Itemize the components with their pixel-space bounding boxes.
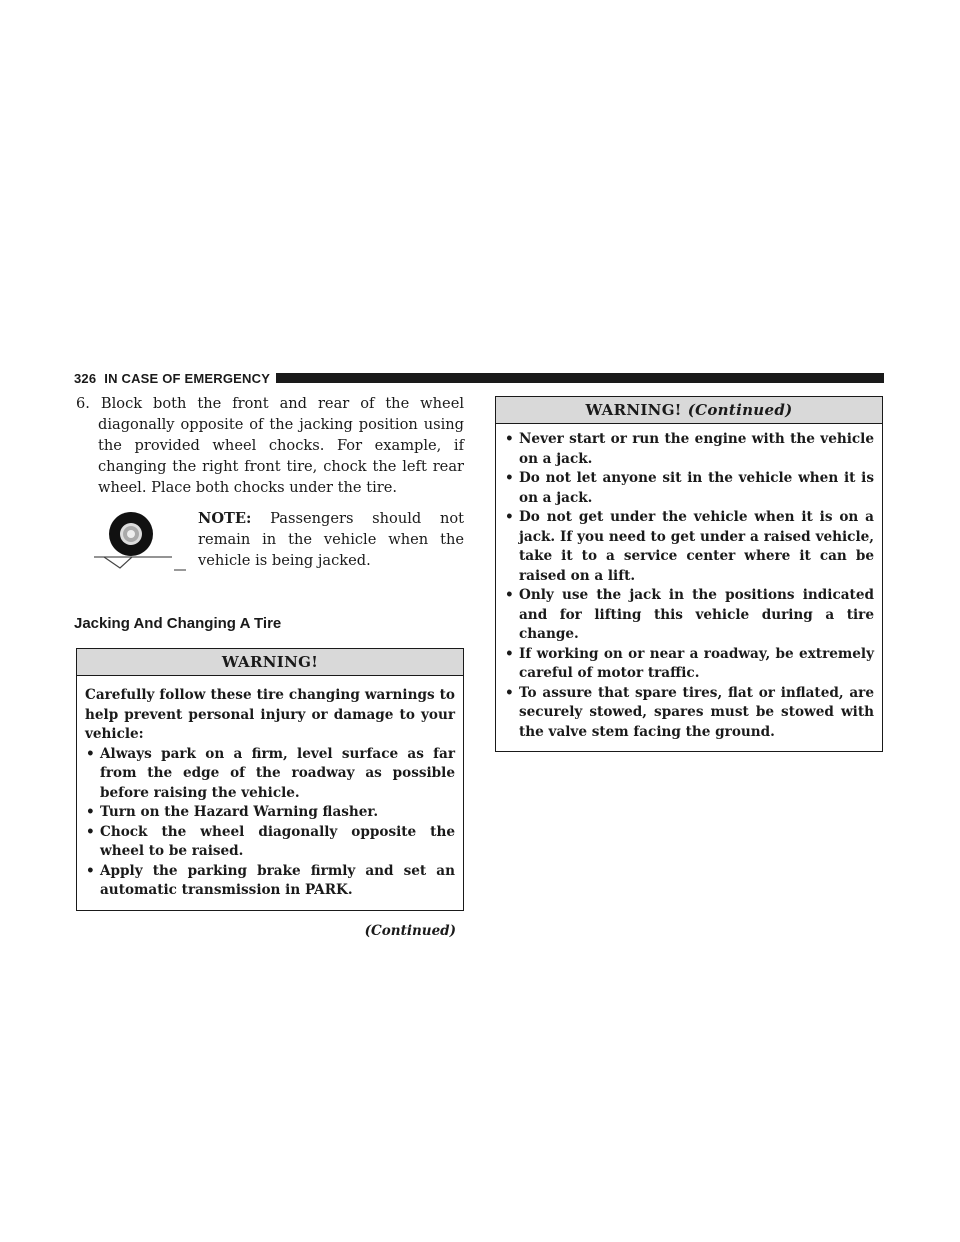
- bullet-icon: •: [86, 804, 95, 820]
- bullet-icon: •: [86, 745, 95, 762]
- continued-label: (Continued): [364, 922, 456, 939]
- list-item: • Apply the parking brake firmly and set an automatic transmission in PARK.: [86, 862, 455, 898]
- bullet-icon: •: [86, 823, 95, 840]
- warning-title-suffix: (Continued): [687, 401, 793, 419]
- step-text: Block both the front and rear of the wheel diagonally opposite of the jacking position using the provided wheel chocks. For example, if changing the right front tire, chock the left rear wheel. Place both chocks under the tire.: [98, 395, 464, 496]
- bullet-icon: •: [86, 862, 95, 879]
- step-number: 6.: [76, 395, 90, 412]
- list-item: • Do not let anyone sit in the vehicle when it is on a jack.: [505, 470, 874, 506]
- page-header: [74, 370, 884, 386]
- right-column: [495, 396, 883, 752]
- bullet-icon: •: [505, 587, 514, 603]
- header-text: [74, 371, 270, 386]
- list-item: • Chock the wheel diagonally opposite the wheel to be raised.: [86, 823, 455, 859]
- list-item: • Do not get under the vehicle when it is on a jack. If you need to get under a raised vehicle, take it to a service center where it can be raised on a lift.: [505, 509, 874, 584]
- warning-body: [77, 676, 463, 910]
- list-item: • Always park on a firm, level surface as far from the edge of the roadway as possible before raising the vehicle.: [86, 745, 455, 801]
- header-rule: [276, 373, 884, 383]
- note-text: [198, 508, 464, 571]
- warning-box-continued: [495, 396, 883, 752]
- warning-title: WARNING!: [77, 649, 463, 676]
- note-label: NOTE:: [198, 510, 252, 527]
- bullet-icon: •: [505, 431, 514, 447]
- note-body: Passengers should not remain in the vehicle when the vehicle is being jacked.: [198, 510, 464, 569]
- warning-box: [76, 648, 464, 911]
- left-column: [76, 393, 464, 939]
- list-item: • Never start or run the engine with the vehicle on a jack.: [505, 431, 874, 467]
- step-6: [76, 393, 464, 498]
- warning-title-continued: [496, 397, 882, 424]
- list-item: • If working on or near a roadway, be extremely careful of motor traffic.: [505, 645, 874, 681]
- warning-list-continued: [504, 430, 874, 742]
- warning-intro: Carefully follow these tire changing warnings to help prevent personal injury or damage to your vehicle:: [85, 687, 455, 742]
- list-item: • To assure that spare tires, flat or inflated, are securely stowed, spares must be stowed with the valve stem facing the ground.: [505, 684, 874, 740]
- page-number: 326: [74, 370, 97, 386]
- bullet-icon: •: [505, 470, 514, 486]
- warning-title-text: WARNING!: [585, 401, 682, 419]
- note-block: [76, 506, 464, 576]
- section-heading: Jacking And Changing A Tire: [74, 615, 282, 632]
- bullet-icon: •: [505, 684, 514, 701]
- list-item: • Only use the jack in the positions indicated and for lifting this vehicle during a tire change.: [505, 587, 874, 642]
- bullet-icon: •: [505, 645, 514, 662]
- warning-list: [85, 745, 455, 901]
- bullet-icon: •: [505, 509, 514, 525]
- tire-chock-icon: [92, 510, 188, 572]
- list-item: • Turn on the Hazard Warning flasher.: [85, 803, 455, 823]
- section-title: IN CASE OF EMERGENCY: [104, 370, 271, 386]
- warning-body-continued: [496, 424, 882, 751]
